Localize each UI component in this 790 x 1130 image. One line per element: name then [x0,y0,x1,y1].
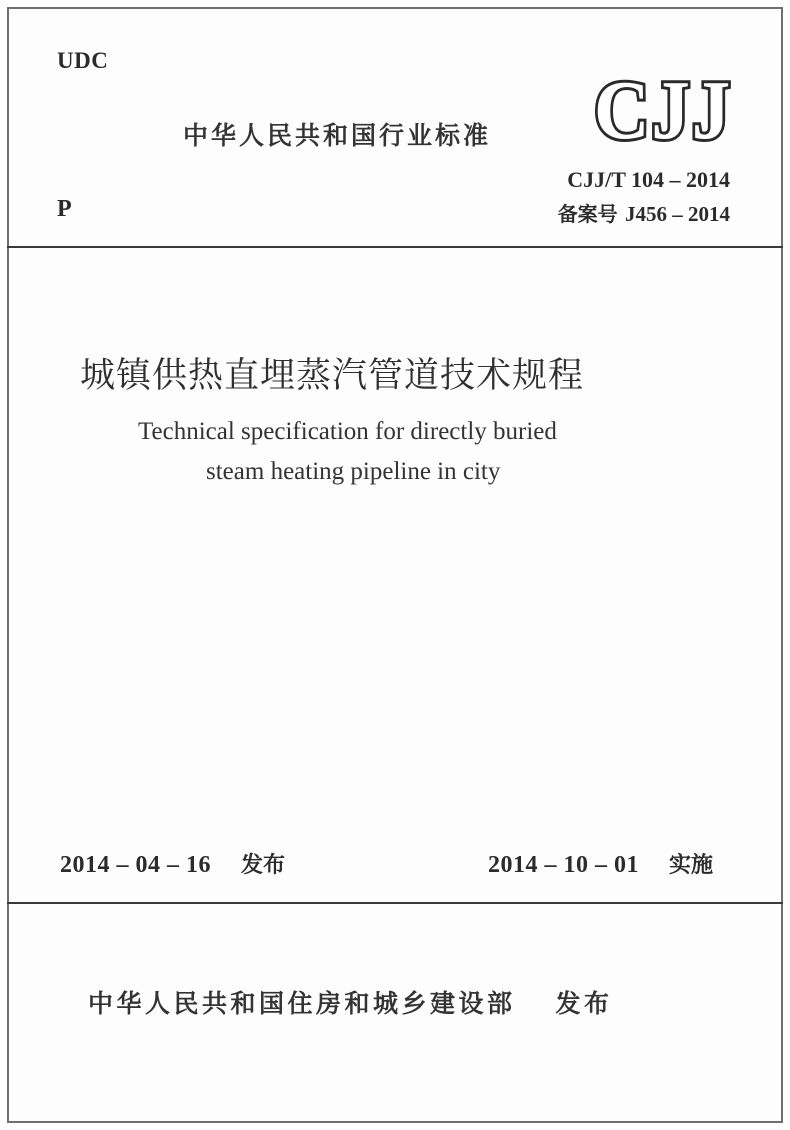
record-label: 备案号 [557,202,618,226]
udc-label: UDC [57,48,109,73]
publisher-label: 发布 [555,989,613,1018]
category-label: P [57,196,72,222]
header-divider [7,246,783,248]
effective-date-line [488,848,713,879]
issue-date: 2014 – 04 – 16 [60,852,211,878]
cjj-logo-text: CJJ [594,66,732,150]
title-english-line2: steam heating pipeline in city [206,458,501,485]
cjj-logo [592,66,734,150]
standard-number: CJJ/T 104 – 2014 [567,167,730,192]
effective-date: 2014 – 10 – 01 [488,852,639,878]
issue-label: 发布 [241,853,286,878]
title-chinese: 城镇供热直埋蒸汽管道技术规程 [80,356,585,396]
record-number-line [558,198,730,227]
record-number: J456 – 2014 [625,202,730,226]
industry-standard-heading: 中华人民共和国行业标准 [183,121,492,150]
publisher-line [88,984,613,1020]
effective-label: 实施 [669,853,714,878]
publisher-name: 中华人民共和国住房和城乡建设部 [88,989,516,1018]
issue-date-line [60,848,285,879]
title-english-line1: Technical specification for directly buried [138,418,557,445]
footer-divider [7,902,783,904]
